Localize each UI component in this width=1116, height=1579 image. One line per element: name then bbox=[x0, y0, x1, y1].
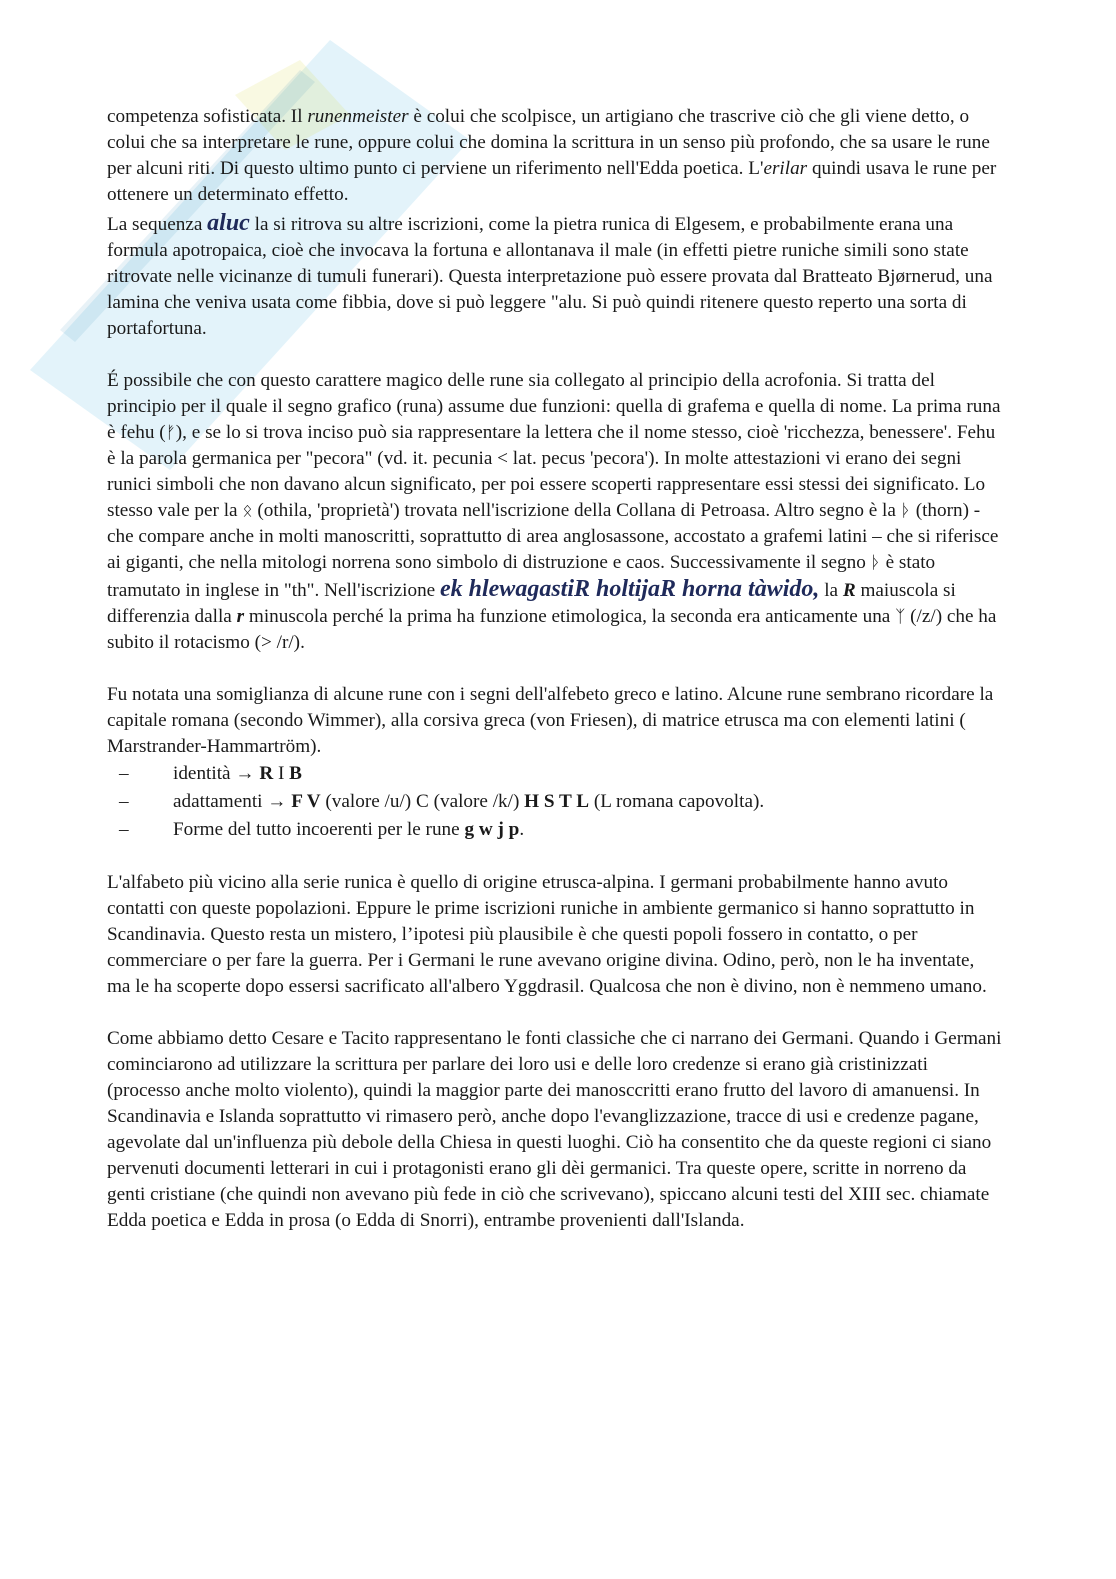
text: La sequenza bbox=[107, 214, 208, 235]
text: è colui che scolpisce, un artigiano che trascrive ciò che gli viene detto, o colui che sa interpretare le rune, oppure colui che domina la scrittura in un senso più profondo, che sa usare le rune per alcuni riti. Di questo ultimo punto ci perviene un riferimento nell'Edda poetica. L' bbox=[107, 106, 990, 179]
text: H S T L bbox=[524, 791, 590, 812]
term-erilar: erilar bbox=[763, 158, 808, 179]
text: competenza sofisticata. Il bbox=[107, 106, 308, 127]
paragraph-aluc bbox=[107, 210, 1002, 342]
text: (thorn) - che compare anche in molti manoscritti, soprattutto di area anglosassone, accostato a grafemi latini – che si riferisce ai giganti, che nella mitologi norrena sono simbolo di distruzione e caos. Successivamente il segno bbox=[107, 500, 999, 573]
text: maiuscola si differenzia dalla bbox=[107, 580, 956, 627]
letter-R: R bbox=[842, 580, 856, 601]
rune-correspondence-list bbox=[107, 760, 1002, 844]
paragraph-acrofonia bbox=[107, 368, 1002, 656]
rune-algiz-glyph: ᛉ bbox=[895, 607, 906, 627]
text: quindi usava le rune per ottenere un determinato effetto. bbox=[107, 158, 997, 205]
document-body bbox=[107, 104, 1002, 1234]
list-item bbox=[119, 760, 1002, 788]
text: (L romana capovolta). bbox=[589, 791, 765, 812]
text: R bbox=[259, 763, 274, 784]
rune-thorn-glyph: ᚦ bbox=[870, 553, 881, 573]
paragraph-fonti-classiche: Come abbiamo detto Cesare e Tacito rappresentano le fonti classiche che ci narrano dei Germani. Quando i Germani cominciarono ad utilizzare la scrittura per parlare dei loro usi e delle loro credenze si erano già cristinizzati (processo anche molto violento), quindi la maggior parte dei manosccritti erano frutto del lavoro di amanuensi. In Scandinavia e Islanda soprattutto vi rimasero però, anche dopo l'evanglizzazione, tracce di usi e credenze pagane, agevolate dal un'influenza più debole della Chiesa in questi luoghi. Ciò ha consentito che da queste regioni ci siano pervenuti documenti letterari in cui i protagonisti erano gli dèi germanici. Tra queste opere, scritte in norreno da genti cristiane (che quindi non avevano più fede in ciò che scrivevano), spiccano alcuni testi del XIII sec. chiamate Edda poetica e Edda in prosa (o Edda di Snorri), entrambe provenienti dall'Islanda. bbox=[107, 1028, 1002, 1231]
rune-othila-glyph: ᛟ bbox=[242, 501, 253, 521]
list-item bbox=[119, 788, 1002, 816]
text: É possibile che con questo carattere magico delle rune sia collegato al principio della acrofonia. Si tratta del principio per il quale il segno grafico (runa) assume due funzioni: quella di grafema e quella di nome. La prima runa è fehu ( bbox=[107, 370, 1001, 443]
rune-fehu-glyph: ᚠ bbox=[165, 423, 176, 443]
text: adattamenti → bbox=[173, 791, 292, 812]
text: è stato tramutato in inglese in "th". Nell'iscrizione bbox=[107, 552, 936, 601]
list-item bbox=[119, 816, 1002, 844]
paragraph-runenmeister bbox=[107, 104, 1002, 208]
paragraph-etrusca-alpina: L'alfabeto più vicino alla serie runica è quello di origine etrusca-alpina. I germani probabilmente hanno avuto contatti con queste popolazioni. Eppure le prime iscrizioni runiche in ambiente germanico si hanno soprattutto in Scandinavia. Questo resta un mistero, l’ipotesi più plausibile è che questi popoli fossero in contatto, o per commerciare o per fare la guerra. Per i Germani le rune avevano origine divina. Odino, però, non le ha inventate, ma le ha scoperte dopo essersi sacrificato all'albero Yggdrasil. Qualcosa che non è divino, non è nemmeno umano. bbox=[107, 872, 987, 997]
text: B bbox=[289, 763, 302, 784]
text: (/z/) che ha subito il rotacismo (> /r/). bbox=[107, 606, 997, 653]
text: ), e se lo si trova inciso può sia rappresentare la lettera che il nome stesso, cioè 'ricchezza, benessere'. Fehu è la parola germanica per "pecora" (vd. it. pecunia < lat. pecus 'pecora'). In molte attestazioni vi erano dei segni runici simboli che non davano alcun significato, per poi essere scoperti rappresentare essi stessi dei significato. Lo stesso vale per la bbox=[107, 422, 996, 521]
text: (valore /u/) C (valore /k/) bbox=[320, 791, 525, 812]
text: (othila, 'proprietà') trovata nell'iscrizione della Collana di Petroasa. Altro segno è la bbox=[252, 500, 901, 521]
paragraph-somiglianza: Fu notata una somiglianza di alcune rune con i segni dell'alfebeto greco e latino. Alcune rune sembrano ricordare la capitale romana (secondo Wimmer), alla corsiva greca (von Friesen), di matrice etrusca ma con elementi latini ( Marstrander-Hammartröm). bbox=[107, 684, 994, 757]
inscription-text: ek hlewagastiR holtijaR horna tàwido, bbox=[439, 576, 820, 602]
text: F V bbox=[291, 791, 321, 812]
text: I bbox=[273, 763, 290, 784]
text: minuscola perché la prima ha funzione etimologica, la seconda era anticamente una bbox=[244, 606, 896, 627]
text: . bbox=[519, 819, 525, 840]
term-runenmeister: runenmeister bbox=[307, 106, 409, 127]
letter-r: r bbox=[236, 606, 245, 627]
text: la bbox=[819, 580, 843, 601]
text: identità → bbox=[173, 763, 260, 784]
text: g w j p bbox=[464, 819, 520, 840]
text: Forme del tutto incoerenti per le rune bbox=[173, 819, 465, 840]
term-aluc: aluc bbox=[207, 210, 250, 236]
text: la si ritrova su altre iscrizioni, come la pietra runica di Elgesem, e probabilmente erana una formula apotropaica, cioè che invocava la fortuna e allontanava il male (in effetti pietre runiche simili sono state ritrovate nelle vicinanze di tumuli funerari). Questa interpretazione può essere provata dal Bratteato Bjørnerud, una lamina che veniva usata come fibbia, dove si può leggere "alu. Si può quindi ritenere questo reperto una sorta di portafortuna. bbox=[107, 214, 993, 339]
rune-thorn-glyph: ᚦ bbox=[900, 501, 911, 521]
